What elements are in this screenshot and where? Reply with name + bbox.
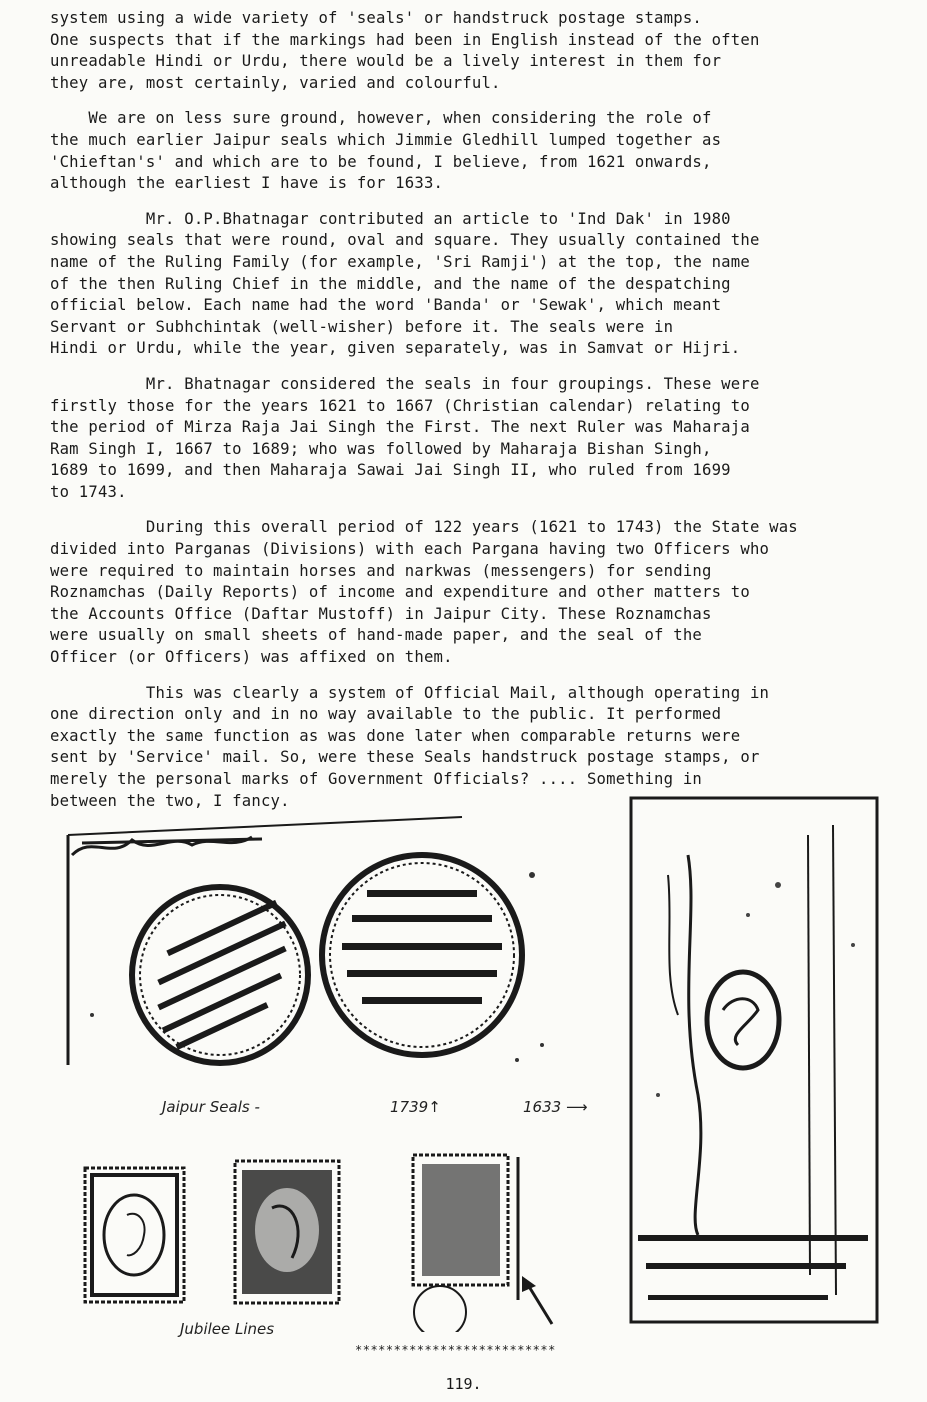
text-line: Ram Singh I, 1667 to 1689; who was followed by Maharaja Bishan Singh, xyxy=(50,439,712,458)
separator-stars: ************************** xyxy=(355,1343,556,1357)
paragraph-2 xyxy=(50,108,868,194)
paragraph-3 xyxy=(50,209,868,360)
caption-jaipur-seals: Jaipur Seals - xyxy=(162,1098,260,1116)
year-1633-label: 1633 xyxy=(523,1098,562,1116)
seals-document-image xyxy=(62,815,562,1095)
text-line: 'Chieftan's' and which are to be found, I believe, from 1621 onwards, xyxy=(50,152,712,171)
year-1739-label: 1739 xyxy=(390,1098,429,1116)
text-line: During this overall period of 122 years (1621 to 1743) the State was xyxy=(50,518,798,537)
text-line: between the two, I fancy. xyxy=(50,791,290,810)
text-line: Servant or Subhchintak (well-wisher) before it. The seals were in xyxy=(50,317,674,336)
caption-1633 xyxy=(523,1098,587,1116)
stamp-1-image xyxy=(82,1165,187,1305)
caption-1739 xyxy=(390,1098,441,1116)
text-line: Hindi or Urdu, while the year, given separately, was in Samvat or Hijri. xyxy=(50,339,741,358)
text-line: Officer (or Officers) was affixed on them. xyxy=(50,648,453,667)
text-line: showing seals that were round, oval and square. They usually contained the xyxy=(50,231,760,250)
text-line: one direction only and in no way available to the public. It performed xyxy=(50,705,722,724)
text-line: official below. Each name had the word 'Banda' or 'Sewak', which meant xyxy=(50,296,722,315)
text-line: sent by 'Service' mail. So, were these Seals handstruck postage stamps, or xyxy=(50,748,760,767)
text-line: although the earliest I have is for 1633. xyxy=(50,174,444,193)
text-line: This was clearly a system of Official Mail, although operating in xyxy=(50,683,770,702)
paragraph-6 xyxy=(50,683,868,813)
text-line: Roznamchas (Daily Reports) of income and expenditure and other matters to xyxy=(50,583,750,602)
oval-seal-document-image xyxy=(628,795,880,1325)
text-line: to 1743. xyxy=(50,482,127,501)
stamp-2-image xyxy=(232,1158,342,1306)
text-line: system using a wide variety of 'seals' or handstruck postage stamps. xyxy=(50,9,702,27)
text-line: We are on less sure ground, however, when considering the role of xyxy=(50,109,712,128)
text-line: firstly those for the years 1621 to 1667 (Christian calendar) relating to xyxy=(50,396,750,415)
page-number: 119. xyxy=(445,1375,482,1393)
text-line: Mr. O.P.Bhatnagar contributed an article to 'Ind Dak' in 1980 xyxy=(50,209,731,228)
article-text xyxy=(50,8,868,820)
text-line: 1689 to 1699, and then Maharaja Sawai Jai Singh II, who ruled from 1699 xyxy=(50,461,731,480)
paragraph-5 xyxy=(50,517,868,668)
text-line: unreadable Hindi or Urdu, there would be a lively interest in them for xyxy=(50,52,722,71)
text-line: name of the Ruling Family (for example, 'Sri Ramji') at the top, the name xyxy=(50,252,750,271)
up-arrow-icon: ↑ xyxy=(428,1098,441,1116)
text-line: One suspects that if the markings had been in English instead of the often xyxy=(50,30,760,49)
text-line: Mr. Bhatnagar considered the seals in four groupings. These were xyxy=(50,374,760,393)
paragraph-4 xyxy=(50,374,868,504)
text-line: of the then Ruling Chief in the middle, and the name of the despatching xyxy=(50,274,731,293)
text-line: exactly the same function as was done later when comparable returns were xyxy=(50,726,741,745)
text-line: divided into Parganas (Divisions) with each Pargana having two Officers who xyxy=(50,540,770,559)
text-line: were required to maintain horses and narkwas (messengers) for sending xyxy=(50,561,712,580)
stamp-3-image xyxy=(410,1152,570,1332)
right-arrow-icon: ⟶ xyxy=(561,1098,588,1116)
text-line: were usually on small sheets of hand-made paper, and the seal of the xyxy=(50,626,702,645)
text-line: the Accounts Office (Daftar Mustoff) in Jaipur City. These Roznamchas xyxy=(50,604,712,623)
text-line: the period of Mirza Raja Jai Singh the First. The next Ruler was Maharaja xyxy=(50,418,750,437)
text-line: the much earlier Jaipur seals which Jimmie Gledhill lumped together as xyxy=(50,130,722,149)
caption-jubilee-lines: Jubilee Lines xyxy=(180,1320,275,1338)
text-line: they are, most certainly, varied and colourful. xyxy=(50,73,501,92)
paragraph-1 xyxy=(50,8,868,94)
text-line: merely the personal marks of Government Officials? .... Something in xyxy=(50,770,702,788)
